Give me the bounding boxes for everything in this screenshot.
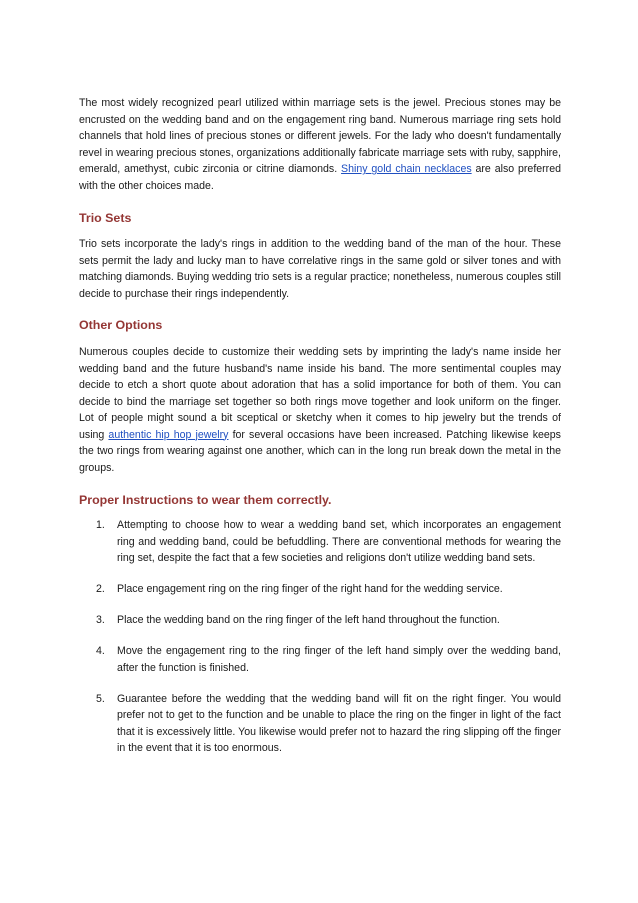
list-item-number: 1. <box>96 519 105 531</box>
list-item-text: Attempting to choose how to wear a wedding band set, which incorporates an engagement ring and wedding band, could be befuddling. There are conventional methods for wearing the ring set, despite the fact that a few societies and religions don't utilize wedding band sets. <box>117 519 561 564</box>
list-item <box>79 612 561 629</box>
list-item-number: 3. <box>96 614 105 626</box>
trio-sets-heading: Trio Sets <box>79 211 132 225</box>
list-item <box>79 643 561 676</box>
list-item-text: Move the engagement ring to the ring finger of the left hand simply over the wedding band, after the function is finished. <box>117 645 561 674</box>
other-options-heading: Other Options <box>79 318 163 332</box>
intro-text-end: are also preferred with the other choices made. <box>79 163 561 192</box>
gold-chain-necklaces-link[interactable]: Shiny gold chain necklaces <box>341 163 472 175</box>
list-item-number: 2. <box>96 583 105 595</box>
list-item <box>79 581 561 598</box>
other-text-start: Numerous couples decide to customize their wedding sets by imprinting the lady's name inside her wedding band and the future husband's name inside his band. The more sentimental couples may decide to etch a short quote about adoration that has a solid importance for both of them. You can decide to bind the marriage set together so both rings move together and look uniform on the finger. Lot of people might sound a bit sceptical or sketchy when it comes to hip jewelry but the trends of using <box>79 346 561 441</box>
hip-hop-jewelry-link[interactable]: authentic hip hop jewelry <box>108 428 229 441</box>
list-item-number: 4. <box>96 645 105 657</box>
trio-sets-paragraph: Trio sets incorporate the lady's rings in addition to the wedding band of the man of the hour. These sets permit the lady and lucky man to have correlative rings in the same gold or silver tones and with matching diamonds. Buying wedding trio sets is a regular practice; nonetheless, numerous couples still decide to purchase their rings independently. <box>79 238 561 300</box>
list-item-text: Place engagement ring on the ring finger of the right hand for the wedding service. <box>117 583 503 595</box>
document-page <box>79 95 561 771</box>
list-item <box>79 517 561 567</box>
instructions-list <box>79 517 561 757</box>
intro-text-start: The most widely recognized pearl utilized within marriage sets is the jewel. Precious stones may be encrusted on the wedding band and on the engagement ring band. Numerous marriage ring sets hold channels that hold lines of precious stones or different jewels. For the lady who doesn't fundamentally revel in wearing precious stones, organizations additionally fabricate marriage sets with ruby, sapphire, emerald, amethyst, cubic zirconia or citrine diamonds. <box>79 97 561 175</box>
other-options-paragraph <box>79 344 561 476</box>
list-item-text: Guarantee before the wedding that the wedding band will fit on the right finger. You would prefer not to get to the function and be unable to place the ring on the finger in light of the fact that it is excessively little. You likewise would prefer not to hazard the ring slipping off the finger in the event that it is too enormous. <box>117 692 561 754</box>
other-text-end: for several occasions have been increased. Patching likewise keeps the two rings from wearing against one another, which can in the long run break down the metal in the groups. <box>79 428 561 474</box>
intro-paragraph <box>79 95 561 194</box>
list-item-number: 5. <box>96 692 105 705</box>
proper-instructions-heading: Proper Instructions to wear them correctly. <box>79 493 332 507</box>
list-item <box>79 691 561 757</box>
list-item-text: Place the wedding band on the ring finger of the left hand throughout the function. <box>117 614 500 626</box>
